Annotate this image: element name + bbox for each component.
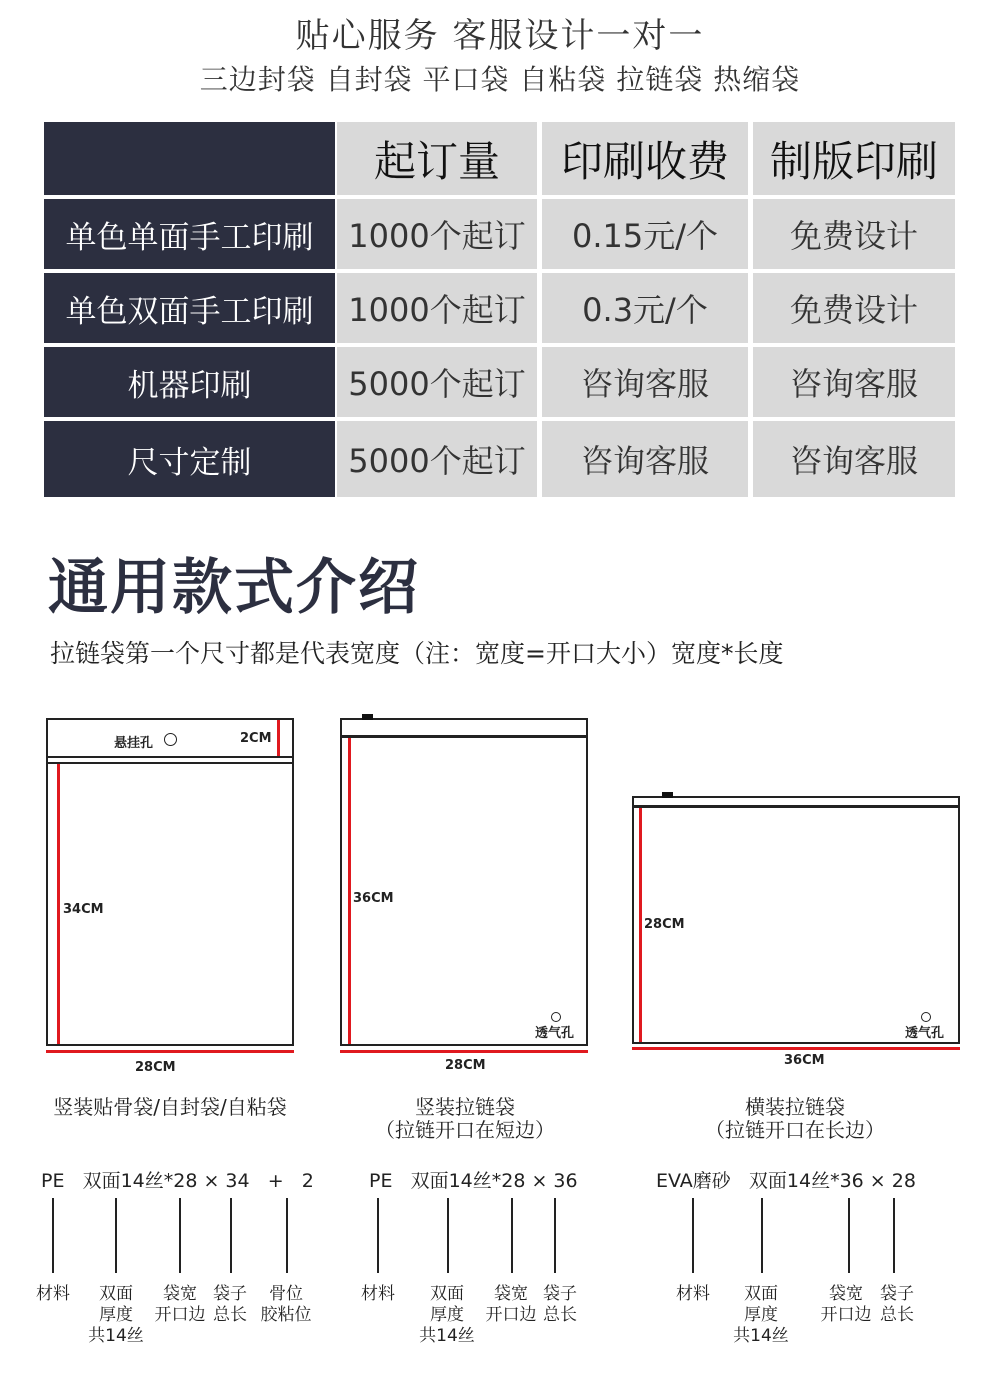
table-cell: 咨询客服 xyxy=(753,421,955,497)
spec-label: 骨位 胶粘位 xyxy=(260,1284,312,1325)
flap-dimension-line xyxy=(277,720,280,756)
bag-caption-note: （拉链开口在短边） xyxy=(375,1118,555,1142)
zipper-pull-icon xyxy=(362,714,373,720)
pointer-line xyxy=(761,1198,763,1273)
table-corner-cell xyxy=(44,122,335,195)
pointer-line xyxy=(377,1198,379,1273)
pointer-line xyxy=(230,1198,232,1273)
table-cell: 免费设计 xyxy=(753,273,955,343)
flap-line xyxy=(46,762,294,764)
pointer-line xyxy=(52,1198,54,1273)
spec-label: 双面 厚度 共14丝 xyxy=(733,1284,789,1346)
pointer-line xyxy=(692,1198,694,1273)
table-cell: 1000个起订 xyxy=(337,199,537,269)
flap-dimension: 2CM xyxy=(240,731,272,746)
spec-label: 袋宽 开口边 xyxy=(154,1284,206,1325)
row-label: 单色双面手工印刷 xyxy=(44,273,335,343)
flap-line xyxy=(46,756,294,758)
bag-caption: 竖装贴骨袋/自封袋/自粘袋 xyxy=(53,1095,287,1119)
section-subtitle: 拉链袋第一个尺寸都是代表宽度（注：宽度=开口大小）宽度*长度 xyxy=(50,639,784,668)
height-dimension: 34CM xyxy=(63,902,104,917)
height-dimension-line xyxy=(639,808,642,1042)
hang-hole-icon xyxy=(164,733,177,746)
spec-label: 袋子 总长 xyxy=(213,1284,247,1325)
table-cell: 1000个起订 xyxy=(337,273,537,343)
header-line1: 贴心服务 客服设计一对一 xyxy=(295,16,705,56)
row-label: 机器印刷 xyxy=(44,347,335,417)
spec-label: 双面 厚度 共14丝 xyxy=(419,1284,475,1346)
section-title: 通用款式介绍 xyxy=(48,553,420,623)
bag-caption: 竖装拉链袋 xyxy=(415,1095,515,1119)
zipper-line xyxy=(632,805,960,808)
pointer-line xyxy=(179,1198,181,1273)
width-dimension: 28CM xyxy=(135,1060,176,1075)
height-dimension: 28CM xyxy=(644,917,685,932)
width-dimension: 36CM xyxy=(784,1053,825,1068)
bag-outline xyxy=(46,718,294,1046)
column-header-print-fee: 印刷收费 xyxy=(542,122,748,195)
spec-label: 双面 厚度 共14丝 xyxy=(88,1284,144,1346)
width-dimension-line xyxy=(340,1050,588,1053)
pointer-line xyxy=(286,1198,288,1273)
spec-label: 袋子 总长 xyxy=(880,1284,914,1325)
zipper-line xyxy=(340,735,588,738)
bag-spec: EVA磨砂 双面14丝*36 × 28 xyxy=(656,1170,916,1192)
bag-outline xyxy=(340,718,588,1046)
bag-spec: PE 双面14丝*28 × 34 + 2 xyxy=(41,1170,314,1192)
row-label: 单色单面手工印刷 xyxy=(44,199,335,269)
pointer-line xyxy=(893,1198,895,1273)
vent-hole-icon xyxy=(551,1012,561,1022)
pointer-line xyxy=(848,1198,850,1273)
spec-label: 材料 xyxy=(36,1284,70,1304)
width-dimension: 28CM xyxy=(445,1058,486,1073)
pointer-line xyxy=(115,1198,117,1273)
bag-spec: PE 双面14丝*28 × 36 xyxy=(369,1170,578,1192)
table-cell: 咨询客服 xyxy=(542,421,748,497)
vent-hole-label: 透气孔 xyxy=(905,1026,945,1041)
pointer-line xyxy=(554,1198,556,1273)
spec-label: 材料 xyxy=(676,1284,710,1304)
table-cell: 咨询客服 xyxy=(753,347,955,417)
pointer-line xyxy=(447,1198,449,1273)
pointer-line xyxy=(511,1198,513,1273)
zipper-pull-icon xyxy=(662,792,673,798)
table-cell: 咨询客服 xyxy=(542,347,748,417)
height-dimension-line xyxy=(348,738,351,1044)
spec-label: 材料 xyxy=(361,1284,395,1304)
spec-label: 袋宽 开口边 xyxy=(485,1284,537,1325)
height-dimension: 36CM xyxy=(353,891,394,906)
table-cell: 5000个起订 xyxy=(337,347,537,417)
header-line2: 三边封袋 自封袋 平口袋 自粘袋 拉链袋 热缩袋 xyxy=(199,63,801,96)
bag-caption: 横装拉链袋 xyxy=(745,1095,845,1119)
column-header-min-order: 起订量 xyxy=(337,122,537,195)
bag-caption-note: （拉链开口在长边） xyxy=(705,1118,885,1142)
table-cell: 0.15元/个 xyxy=(542,199,748,269)
spec-label: 袋子 总长 xyxy=(543,1284,577,1325)
table-cell: 免费设计 xyxy=(753,199,955,269)
table-cell: 0.3元/个 xyxy=(542,273,748,343)
width-dimension-line xyxy=(46,1050,294,1053)
column-header-plate-printing: 制版印刷 xyxy=(753,122,955,195)
spec-label: 袋宽 开口边 xyxy=(820,1284,872,1325)
row-label: 尺寸定制 xyxy=(44,421,335,497)
vent-hole-label: 透气孔 xyxy=(535,1026,575,1041)
table-cell: 5000个起订 xyxy=(337,421,537,497)
hang-hole-label: 悬挂孔 xyxy=(114,736,154,751)
vent-hole-icon xyxy=(921,1012,931,1022)
height-dimension-line xyxy=(57,764,60,1044)
width-dimension-line xyxy=(632,1047,960,1050)
